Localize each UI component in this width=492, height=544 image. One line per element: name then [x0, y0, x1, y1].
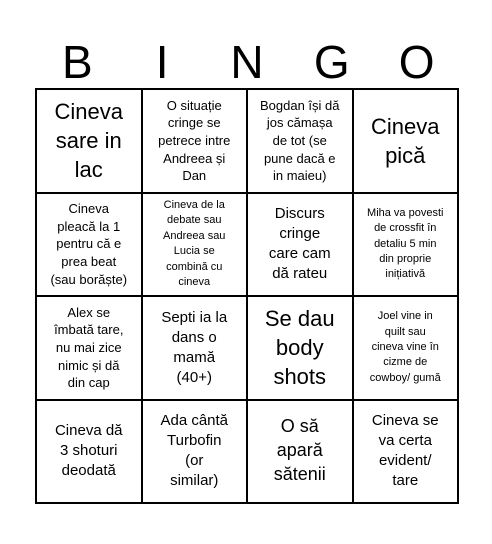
bingo-cell[interactable] [142, 193, 248, 297]
header-letter-g: G [313, 36, 350, 88]
bingo-cell[interactable] [247, 193, 353, 297]
bingo-cell-text: Miha va povesti de crossfit în detaliu 5 min din proprie inițiativă [367, 206, 444, 281]
bingo-cell[interactable] [36, 296, 142, 400]
bingo-cell-text: Cineva sare in lac [54, 98, 123, 183]
bingo-cell-text: Bogdan își dă jos cămașa de tot (se pune dacă e in maieu) [259, 97, 340, 184]
bingo-cell[interactable] [36, 89, 142, 193]
bingo-cell-text: Joel vine in quilt sau cineva vine în cizme de cowboy/ gumă [369, 310, 441, 384]
bingo-cell-text: Alex se îmbată tare, nu mai zice nimic și dă din cap [54, 304, 124, 391]
bingo-cell-text: Septi ia la dans o mamă (40+) [161, 308, 228, 386]
bingo-cell[interactable] [142, 400, 248, 504]
bingo-cell[interactable] [247, 89, 353, 193]
bingo-cell[interactable] [142, 296, 248, 400]
bingo-cell-text: Cineva pică [371, 113, 440, 168]
bingo-cell-text: Ada cântă Turbofin (or similar) [160, 412, 229, 490]
bingo-cell-text: Cineva pleacă la 1 pentru că e prea beat (sau borăște) [50, 201, 128, 287]
bingo-cell-text: Cineva de la debate sau Andreea sau Lucia se combină cu cineva [163, 199, 226, 289]
bingo-cell[interactable] [353, 400, 459, 504]
bingo-cell-text: Cineva dă 3 shoturi deodată [54, 422, 123, 480]
bingo-cell-text: O să apară sătenii [273, 416, 326, 485]
bingo-cell[interactable] [247, 296, 353, 400]
header-letter-b: B [62, 36, 93, 88]
bingo-cell[interactable] [353, 89, 459, 193]
header-letter-n: N [230, 36, 264, 88]
bingo-cell[interactable] [36, 193, 142, 297]
bingo-cell[interactable] [36, 400, 142, 504]
bingo-cell-text: Se dau body shots [264, 305, 335, 390]
bingo-cell-text: Cineva se va certa evident/ tare [371, 412, 439, 490]
bingo-cell-text: O situație cringe se petrece intre Andreea și Dan [158, 97, 231, 184]
bingo-cell[interactable] [247, 400, 353, 504]
bingo-header [35, 34, 459, 90]
bingo-cell[interactable] [353, 296, 459, 400]
header-letter-i: I [155, 36, 169, 88]
bingo-cell[interactable] [142, 89, 248, 193]
bingo-grid [35, 88, 459, 504]
header-letter-o: O [398, 36, 435, 88]
bingo-cell-text: Discurs cringe care cam dă rateu [268, 205, 331, 283]
bingo-cell[interactable] [353, 193, 459, 297]
